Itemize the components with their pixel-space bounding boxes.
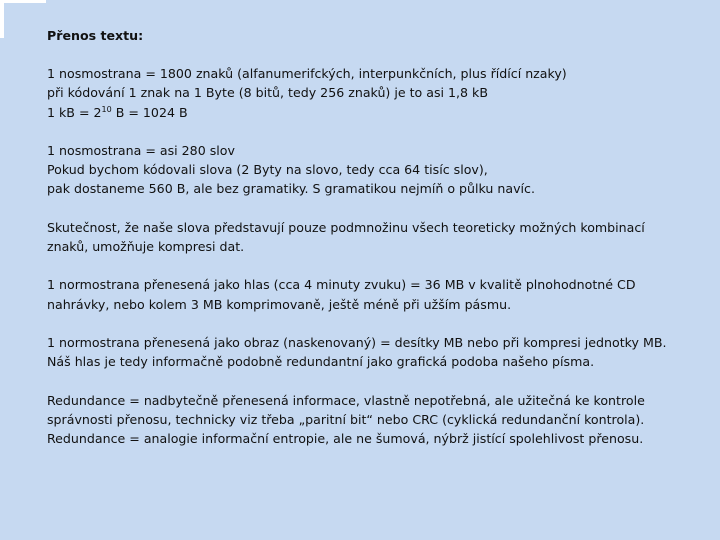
text-line: Pokud bychom kódovali slova (2 Byty na slovo, tedy cca 64 tisíc slov),: [47, 162, 488, 178]
text-line: znaků, umožňuje kompresi dat.: [47, 239, 245, 254]
text-line: při kódování 1 znak na 1 Byte (8 bitů, tedy 256 znaků) je to asi 1,8 kB: [47, 85, 488, 101]
slide-title: Přenos textu:: [47, 28, 144, 43]
text-line: 1 normostrana přenesená jako hlas (cca 4 minuty zvuku) = 36 MB v kvalitě plnohodnotné CD: [47, 277, 636, 293]
text-line: 1 nosmostrana = 1800 znaků (alfanumerifckých, interpunkčních, plus řídící nzaky): [47, 66, 567, 82]
text-line: Redundance = analogie informační entropie, ale ne šumová, nýbrž jistící spolehlivost přenosu.: [47, 430, 644, 446]
paragraph-page-size: [47, 64, 707, 122]
text-line-formula: [47, 103, 707, 122]
text-line: 1 normostrana přenesená jako obraz (naskenovaný) = desítky MB nebo při kompresi jednotky MB.: [47, 334, 667, 350]
text-line: Redundance = nadbytečně přenesená informace, vlastně nepotřebná, ale užitečná ke kontrole: [47, 392, 645, 408]
corner-mark-top: [0, 0, 46, 3]
text-line: Náš hlas je tedy informačně podobně redundantní jako grafická podoba našeho písma.: [47, 354, 595, 370]
formula-part: B = 1024 B: [111, 104, 188, 120]
formula-part: 1 kB = 2: [47, 104, 102, 120]
paragraph-redundancy: [47, 391, 707, 449]
text-line: správnosti přenosu, technicky viz třeba „paritní bit“ nebo CRC (cyklická redundanční kontrola).: [47, 411, 645, 427]
corner-mark: [0, 0, 4, 38]
text-line: pak dostaneme 560 B, ale bez gramatiky. S gramatikou nejmíň o půlku navíc.: [47, 181, 535, 197]
paragraph-word-coding: [47, 141, 707, 199]
text-line: Skutečnost, že naše slova představují pouze podmnožinu všech teoreticky možných kombinací: [47, 219, 645, 235]
paragraph-image: [47, 333, 707, 371]
slide-body: [47, 26, 707, 467]
paragraph-compression: [47, 218, 707, 256]
paragraph-voice: [47, 275, 707, 313]
text-line: nahrávky, nebo kolem 3 MB komprimovaně, ještě méně při užším pásmu.: [47, 296, 512, 312]
text-line: 1 nosmostrana = asi 280 slov: [47, 143, 235, 158]
exponent: 10: [101, 104, 112, 114]
